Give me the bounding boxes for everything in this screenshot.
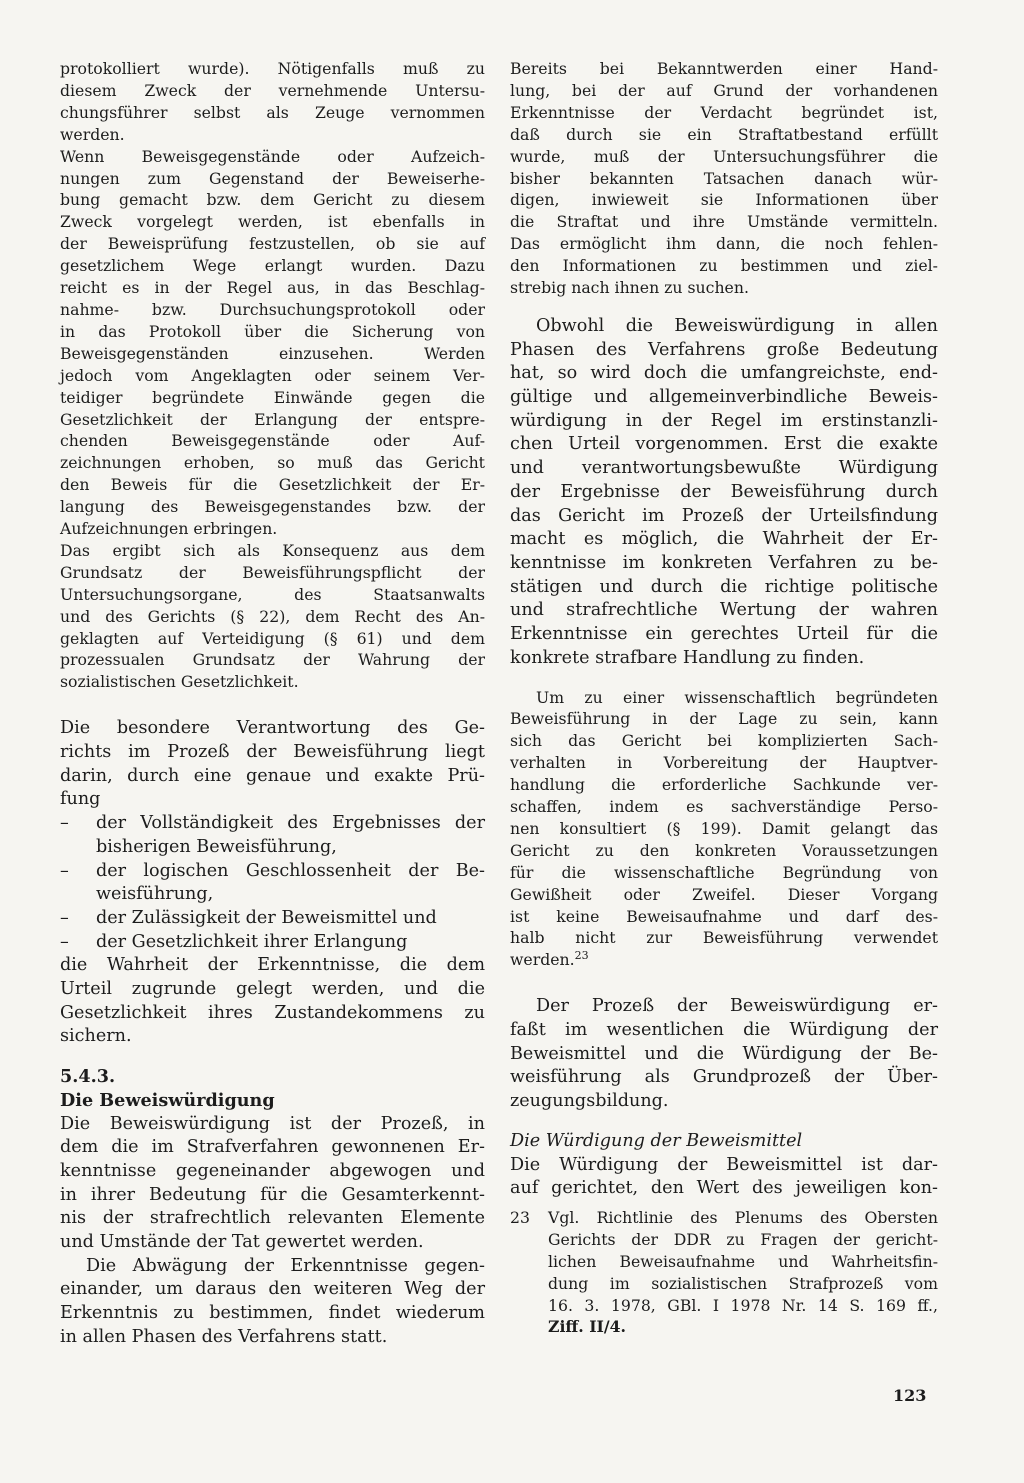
text-line: Aufzeichnungen erbringen. xyxy=(60,519,278,539)
text-line: und strafrechtliche Wertung der wahren xyxy=(510,600,938,621)
text-line: bisher bekannten Tatsachen danach wür- xyxy=(510,168,938,188)
text-line: teidiger begründete Einwände gegen die xyxy=(60,387,485,407)
text-line: den Informationen zu bestimmen und ziel- xyxy=(510,256,938,276)
footnote-line xyxy=(510,1207,938,1229)
text-line: Die besondere Verantwortung des Ge- xyxy=(60,718,485,739)
subheading: Die Würdigung der Beweismittel xyxy=(510,1130,803,1151)
text-line: der Gesetzlichkeit ihrer Erlangung xyxy=(96,931,408,952)
text-line: der Beweisprüfung festzustellen, ob sie auf xyxy=(60,234,485,254)
text-line: strebig nach ihnen zu suchen. xyxy=(510,278,749,298)
dash-list-item xyxy=(60,931,485,955)
text-line: werden. xyxy=(60,124,125,144)
text-line: würdigung in der Regel im erstinstanzli- xyxy=(510,410,938,431)
text-line: sich das Gericht bei komplizierten Sach- xyxy=(510,731,938,751)
text-line: für die wissenschaftliche Begründung von xyxy=(510,862,938,882)
text-line: Die Beweiswürdigung ist der Prozeß, in xyxy=(60,1113,485,1134)
text-line: wurde, muß der Untersuchungsführer die xyxy=(510,146,938,166)
left-large-text xyxy=(60,717,485,1049)
text-line: ist keine Beweisaufnahme und darf des- xyxy=(510,906,938,926)
text-line: reicht es in der Regel aus, in das Beschlag- xyxy=(60,278,485,298)
text-line: der Vollständigkeit des Ergebnisses der xyxy=(96,813,485,834)
text-line: Gesetzlichkeit ihres Zustandekommens zu xyxy=(60,1002,485,1023)
text-line: chungsführer selbst als Zeuge vernommen xyxy=(60,102,485,122)
text-line: digen, inwieweit sie Informationen über xyxy=(510,190,938,210)
text-line: langung des Beweisgegenstandes bzw. der xyxy=(60,497,485,517)
right-paragraph-4 xyxy=(510,995,938,1114)
text-line: kenntnisse im konkreten Verfahren zu be- xyxy=(510,553,938,573)
footnote-reference: 23 xyxy=(574,949,589,963)
text-line: nis der strafrechtlich relevanten Elemente xyxy=(60,1208,485,1229)
text-line: Das ermöglicht ihm dann, die noch fehlen- xyxy=(510,234,938,254)
text-line: nahme- bzw. Durchsuchungsprotokoll oder xyxy=(60,299,485,319)
text-line: lung, bei der auf Grund der vorhandenen xyxy=(510,80,938,100)
text-line: Obwohl die Beweiswürdigung in allen xyxy=(536,315,938,336)
text-line: bisherigen Beweisführung, xyxy=(96,836,337,857)
text-line: weisführung, xyxy=(96,884,214,905)
text-line: Grundsatz der Beweisführungspflicht der xyxy=(60,562,485,582)
text-line: auf gerichtet, den Wert des jeweiligen kon- xyxy=(510,1178,938,1199)
text-line xyxy=(510,949,938,971)
section-paragraph-1 xyxy=(60,1113,485,1255)
right-paragraph-2 xyxy=(510,315,938,671)
text-line: Die Abwägung der Erkenntnisse gegen- xyxy=(86,1255,485,1276)
text-line: weisführung als Grundprozeß der Über- xyxy=(510,1067,938,1088)
text-line: Wenn Beweisgegenstände oder Aufzeich- xyxy=(60,146,485,166)
para1 xyxy=(60,58,485,146)
text-line: Das ergibt sich als Konsequenz aus dem xyxy=(60,540,485,560)
text-line: nen konsultiert (§ 199). Damit gelangt das xyxy=(510,818,938,838)
text-line: Erkenntnis zu bestimmen, findet wiederum xyxy=(60,1303,485,1324)
text-line: in das Protokoll über die Sicherung von xyxy=(60,321,485,341)
section-paragraph-2 xyxy=(60,1255,485,1350)
text-line: konkrete strafbare Handlung zu finden. xyxy=(510,647,865,668)
text-line: der logischen Geschlossenheit der Be- xyxy=(96,860,485,881)
footnote-line: Gerichts der DDR zu Fragen der gericht- xyxy=(548,1229,938,1249)
text-line: das Gericht im Prozeß der Urteilsfindung xyxy=(510,505,938,526)
text-line: faßt im wesentlichen die Würdigung der xyxy=(510,1020,938,1040)
para2 xyxy=(60,146,485,540)
text-line: jedoch vom Angeklagten oder seinem Ver- xyxy=(60,365,485,385)
text-line: und verantwortungsbewußte Würdigung xyxy=(510,458,938,479)
dash-list-item xyxy=(60,860,485,907)
text-line: und des Gerichts (§ 22), dem Recht des An- xyxy=(60,606,485,626)
para3 xyxy=(60,540,485,693)
text-line: darin, durch eine genaue und exakte Prü- xyxy=(60,765,485,786)
text-line: macht es möglich, die Wahrheit der Er- xyxy=(510,529,938,550)
text-line: der Ergebnisse der Beweisführung durch xyxy=(510,481,938,502)
text-line: Beweismittel und die Würdigung der Be- xyxy=(510,1043,938,1064)
text-line: zeichnungen erhoben, so muß das Gericht xyxy=(60,453,485,473)
right-column xyxy=(510,58,938,1338)
text-line: halb nicht zur Beweisführung verwendet xyxy=(510,928,938,948)
text-line: sozialistischen Gesetzlichkeit. xyxy=(60,672,299,692)
text-line: einander, um daraus den weiteren Weg der xyxy=(60,1279,485,1300)
text-line: Zweck vorgelegt werden, ist ebenfalls in xyxy=(60,212,485,232)
dash-bullet: – xyxy=(60,860,69,881)
section-number: 5.4.3. xyxy=(60,1066,116,1088)
text-line: geklagten auf Verteidigung (§ 61) und dem xyxy=(60,628,485,648)
text-line: nungen zum Gegenstand der Beweiserhe- xyxy=(60,168,485,188)
text-line: Untersuchungsorgane, des Staatsanwalts xyxy=(60,584,485,604)
dash-list-item xyxy=(60,907,485,931)
text-line: bung gemacht bzw. dem Gericht zu diesem xyxy=(60,190,485,210)
text-line: verhalten in Vorbereitung der Hauptver- xyxy=(510,753,938,773)
text-line: fung xyxy=(60,789,101,810)
text-line: Die Würdigung der Beweismittel ist dar- xyxy=(510,1154,938,1175)
footnote-line: 16. 3. 1978, GBl. I 1978 Nr. 14 S. 169 ff., xyxy=(548,1295,938,1315)
text-line: diesem Zweck der vernehmende Untersu- xyxy=(60,80,485,100)
text-line: kenntnisse gegeneinander abgewogen und xyxy=(60,1160,485,1181)
text-line: prozessualen Grundsatz der Wahrung der xyxy=(60,650,485,670)
dash-list-item xyxy=(60,812,485,859)
text-line: hat, so wird doch die umfangreichste, end- xyxy=(510,363,938,384)
text-line: und Umstände der Tat gewertet werden. xyxy=(60,1232,424,1253)
text-line: schaffen, indem es sachverständige Perso- xyxy=(510,797,938,817)
text-line: Phasen des Verfahrens große Bedeutung xyxy=(510,339,938,360)
text-line: protokolliert wurde). Nötigenfalls muß zu xyxy=(60,59,485,78)
text-line: Gesetzlichkeit der Erlangung der entspre- xyxy=(60,409,485,429)
text-line: zeugungsbildung. xyxy=(510,1091,669,1112)
left-small-text xyxy=(60,58,485,693)
footnote-line: dung im sozialistischen Strafprozeß vom xyxy=(548,1273,938,1293)
text-line: Bereits bei Bekanntwerden einer Hand- xyxy=(510,59,938,78)
text-line: der Zulässigkeit der Beweismittel und xyxy=(96,907,437,928)
footnote-line: lichen Beweisaufnahme und Wahrheitsfin- xyxy=(548,1251,938,1271)
text-line: gesetzlichem Wege erlangt wurden. Dazu xyxy=(60,256,485,276)
dash-bullet: – xyxy=(60,931,69,952)
text-line: chenden Beweisgegenstände oder Auf- xyxy=(60,431,485,451)
text-line: Gewißheit oder Zweifel. Dieser Vorgang xyxy=(510,884,938,904)
responsibility-intro xyxy=(60,717,485,812)
text-line: Erkenntnisse der Verdacht begründet ist, xyxy=(510,102,938,122)
section-5-4-3 xyxy=(60,1065,485,1349)
right-paragraph-1 xyxy=(510,58,938,299)
text-line: stätigen und durch die richtige politische xyxy=(510,576,938,597)
text-line: die Straftat und ihre Umstände vermitteln. xyxy=(510,212,938,232)
footnote xyxy=(510,1207,938,1338)
text-line: Beweisgegenständen einzusehen. Werden xyxy=(60,343,485,363)
left-column xyxy=(60,58,485,1350)
right-paragraph-5 xyxy=(510,1154,938,1201)
text-line: in allen Phasen des Verfahrens statt. xyxy=(60,1326,388,1347)
text-line: sichern. xyxy=(60,1026,132,1047)
text-line: daß durch sie ein Straftatbestand erfüllt xyxy=(510,124,938,144)
footnote-line: Ziff. II/4. xyxy=(548,1317,626,1337)
text-line: dem die im Strafverfahren gewonnenen Er- xyxy=(60,1137,485,1158)
text-line: handlung die erforderliche Sachkunde ver- xyxy=(510,775,938,795)
text-line: den Beweis für die Gesetzlichkeit der Er- xyxy=(60,475,485,495)
text-line: Beweisführung in der Lage zu sein, kann xyxy=(510,709,938,729)
dash-bullet: – xyxy=(60,907,69,928)
text-line: Urteil zugrunde gelegt werden, und die xyxy=(60,979,485,1000)
text-line: richts im Prozeß der Beweisführung liegt xyxy=(60,741,485,762)
footnote-text: Vgl. Richtlinie des Plenums des Obersten xyxy=(548,1207,938,1227)
text-line: in ihrer Bedeutung für die Gesamterkennt- xyxy=(60,1184,485,1205)
right-paragraph-3 xyxy=(510,687,938,972)
text-line: chen Urteil vorgenommen. Erst die exakte xyxy=(510,434,938,455)
text-line: gültige und allgemeinverbindliche Beweis- xyxy=(510,387,938,408)
text-line: Um zu einer wissenschaftlich begründeten xyxy=(536,687,938,707)
text-line: Gericht zu den konkreten Voraussetzungen xyxy=(510,840,938,860)
text-line: Erkenntnisse ein gerechtes Urteil für die xyxy=(510,624,938,645)
text-fragment: werden. xyxy=(510,950,575,970)
section-title: Die Beweiswürdigung xyxy=(60,1089,275,1111)
dash-bullet: – xyxy=(60,813,69,834)
text-line: Der Prozeß der Beweiswürdigung er- xyxy=(536,996,938,1017)
text-line: die Wahrheit der Erkenntnisse, die dem xyxy=(60,955,485,976)
footnote-number: 23 xyxy=(510,1207,530,1227)
responsibility-outro xyxy=(60,954,485,1049)
page-number: 123 xyxy=(893,1386,927,1405)
